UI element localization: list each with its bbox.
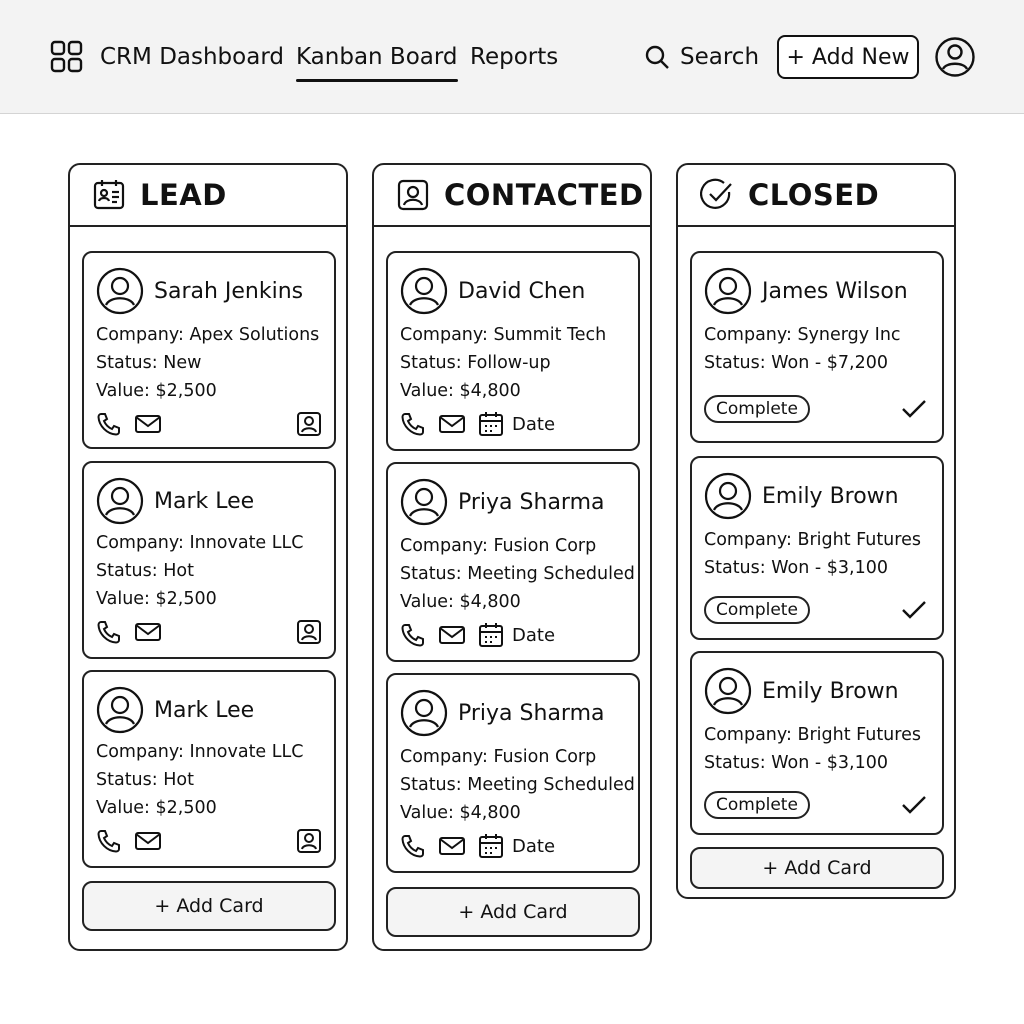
status-text: Status: Won - $3,100: [704, 753, 888, 773]
search-label: Search: [680, 44, 760, 70]
avatar-icon: [96, 477, 144, 525]
phone-icon[interactable]: [96, 619, 122, 645]
contact-name: Sarah Jenkins: [154, 278, 304, 304]
nav-crm-dashboard[interactable]: CRM Dashboard: [100, 44, 284, 70]
company-text: Company: Innovate LLC: [96, 533, 304, 553]
avatar-icon: [400, 267, 448, 315]
complete-badge: Complete: [704, 395, 810, 423]
contacted-column-header: [374, 165, 650, 227]
phone-icon[interactable]: [400, 411, 426, 437]
mail-icon[interactable]: [134, 830, 162, 852]
contact-profile-icon[interactable]: [296, 619, 322, 645]
company-text: Company: Apex Solutions: [96, 325, 320, 345]
checkmark-icon: [900, 598, 928, 622]
value-text: Value: $2,500: [96, 589, 217, 609]
value-text: Value: $2,500: [96, 381, 217, 401]
phone-icon[interactable]: [96, 411, 122, 437]
contact-name: Emily Brown: [762, 483, 899, 509]
closed-column-title: CLOSED: [748, 178, 880, 212]
checkmark-icon: [900, 397, 928, 421]
contact-name: Mark Lee: [154, 697, 255, 723]
contact-name: Priya Sharma: [458, 489, 605, 515]
phone-icon[interactable]: [96, 828, 122, 854]
contact-name: James Wilson: [762, 278, 908, 304]
calendar-icon[interactable]: [478, 411, 504, 437]
calendar-icon[interactable]: [478, 622, 504, 648]
company-text: Company: Bright Futures: [704, 725, 921, 745]
add-card-button[interactable]: + Add Card: [386, 887, 640, 937]
user-profile-icon[interactable]: [934, 36, 976, 78]
contacted-card[interactable]: [386, 673, 640, 873]
lead-card[interactable]: [82, 670, 336, 868]
mail-icon[interactable]: [438, 835, 466, 857]
contact-name: David Chen: [458, 278, 586, 304]
phone-icon[interactable]: [400, 622, 426, 648]
company-text: Company: Synergy Inc: [704, 325, 901, 345]
company-text: Company: Fusion Corp: [400, 536, 597, 556]
contact-portrait-icon: [396, 178, 430, 212]
company-text: Company: Bright Futures: [704, 530, 921, 550]
add-card-button[interactable]: + Add Card: [690, 847, 944, 889]
avatar-icon: [96, 686, 144, 734]
lead-card[interactable]: [82, 461, 336, 659]
lead-column-header: [70, 165, 346, 227]
lead-column-title: LEAD: [140, 178, 227, 212]
mail-icon[interactable]: [438, 624, 466, 646]
value-text: Value: $4,800: [400, 803, 521, 823]
contacted-card[interactable]: [386, 251, 640, 451]
contacted-card[interactable]: [386, 462, 640, 662]
calendar-icon[interactable]: [478, 833, 504, 859]
avatar-icon: [400, 478, 448, 526]
closed-card[interactable]: [690, 251, 944, 443]
top-navigation-bar: [0, 0, 1024, 114]
checkmark-icon: [900, 793, 928, 817]
lead-card[interactable]: [82, 251, 336, 449]
avatar-icon: [704, 472, 752, 520]
contact-name: Priya Sharma: [458, 700, 605, 726]
add-card-button[interactable]: + Add Card: [82, 881, 336, 931]
complete-badge: Complete: [704, 596, 810, 624]
contacted-column-title: CONTACTED: [444, 178, 644, 212]
search-icon: [644, 44, 670, 70]
mail-icon[interactable]: [438, 413, 466, 435]
nav-kanban-board[interactable]: Kanban Board: [296, 40, 458, 74]
mail-icon[interactable]: [134, 621, 162, 643]
check-circle-icon: [700, 178, 734, 212]
grid-icon[interactable]: [50, 40, 84, 74]
closed-card[interactable]: [690, 456, 944, 640]
date-label[interactable]: Date: [512, 413, 556, 435]
value-text: Value: $4,800: [400, 381, 521, 401]
contact-name: Mark Lee: [154, 488, 255, 514]
closed-column-header: [678, 165, 954, 227]
nav-reports[interactable]: Reports: [470, 44, 559, 70]
mail-icon[interactable]: [134, 413, 162, 435]
status-text: Status: Meeting Scheduled: [400, 564, 635, 584]
avatar-icon: [96, 267, 144, 315]
company-text: Company: Fusion Corp: [400, 747, 597, 767]
avatar-icon: [704, 667, 752, 715]
status-text: Status: Hot: [96, 561, 194, 581]
status-text: Status: Won - $7,200: [704, 353, 888, 373]
company-text: Company: Summit Tech: [400, 325, 607, 345]
contacted-column: [372, 163, 652, 951]
search-button[interactable]: [644, 40, 759, 74]
contact-card-icon: [92, 178, 126, 212]
contact-profile-icon[interactable]: [296, 828, 322, 854]
add-new-button[interactable]: + Add New: [777, 35, 919, 79]
status-text: Status: Won - $3,100: [704, 558, 888, 578]
value-text: Value: $2,500: [96, 798, 217, 818]
complete-badge: Complete: [704, 791, 810, 819]
company-text: Company: Innovate LLC: [96, 742, 304, 762]
avatar-icon: [400, 689, 448, 737]
closed-card[interactable]: [690, 651, 944, 835]
closed-column: [676, 163, 956, 899]
date-label[interactable]: Date: [512, 624, 556, 646]
date-label[interactable]: Date: [512, 835, 556, 857]
status-text: Status: Hot: [96, 770, 194, 790]
status-text: Status: New: [96, 353, 202, 373]
status-text: Status: Meeting Scheduled: [400, 775, 635, 795]
avatar-icon: [704, 267, 752, 315]
value-text: Value: $4,800: [400, 592, 521, 612]
lead-column: [68, 163, 348, 951]
contact-name: Emily Brown: [762, 678, 899, 704]
status-text: Status: Follow-up: [400, 353, 551, 373]
contact-profile-icon[interactable]: [296, 411, 322, 437]
phone-icon[interactable]: [400, 833, 426, 859]
